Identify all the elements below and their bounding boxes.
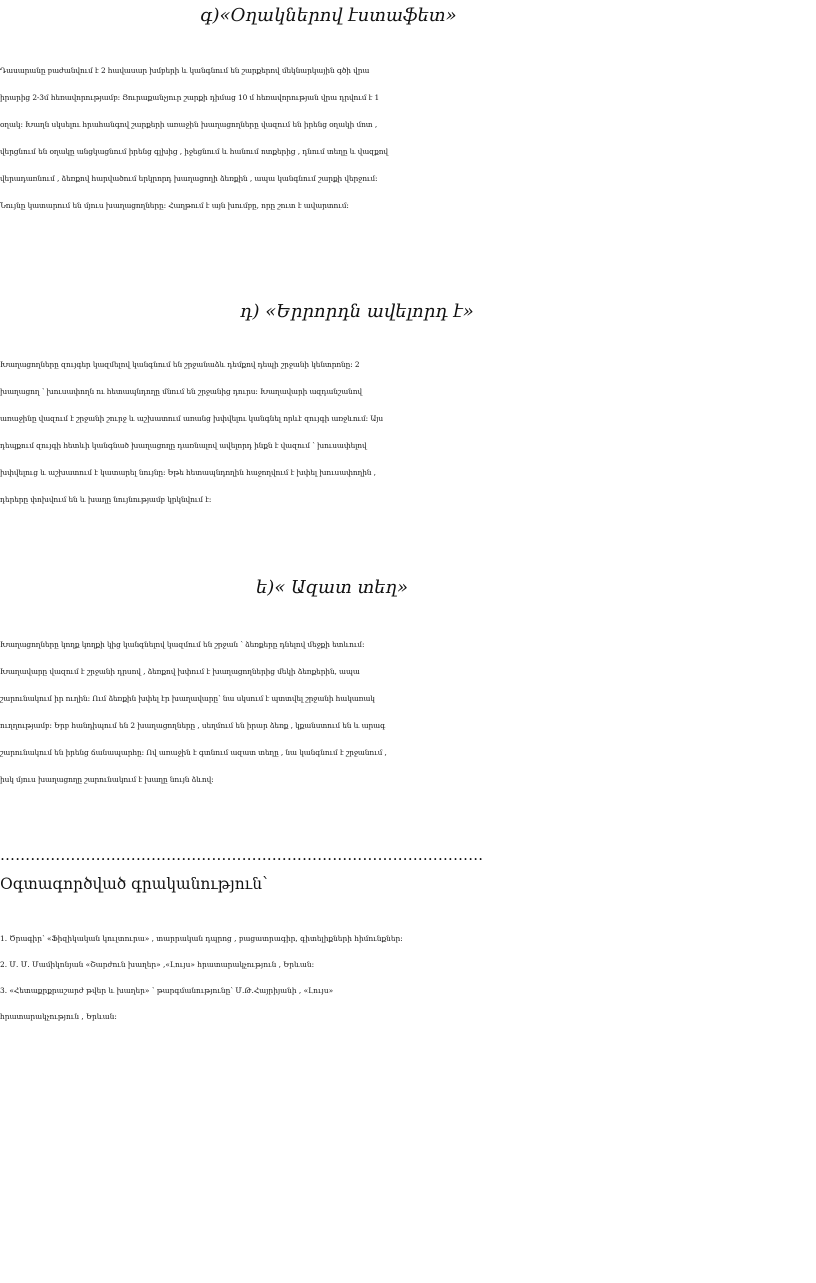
reference-item: հրատարակչություն , Երևան: [0, 1012, 117, 1021]
section-heading-free-place: ե)« Ազատ տեղ» [256, 577, 409, 598]
paragraph-line: Նույնը կատարում են մյուս խաղացողները: Հաղթում է այն խումբը, որը շուտ է ավարտում: [0, 201, 349, 210]
paragraph-line: Խաղացողները կողք կողքի կից կանգնելով կազմում են շրջան ՝ ձեռքերը դնելով մեջքի ետևում: [0, 640, 365, 649]
section-paragraph-relay-with-hoops [0, 57, 816, 219]
paragraph-line: իրարից 2-3մ հեռավորությամբ: Յուրաքանչյուր շարքի դիմաց 10 մ հեռավորության վրա դրվում է 1 [0, 93, 380, 102]
references-title: Օգտագործված գրականություն՝ [0, 875, 268, 893]
dotted-separator: …………………………………………………………………………………… [0, 846, 484, 864]
paragraph-line: վերցնում են օղակը անցկացնում իրենց գլխից , իջեցնում և հանում ոտքերից , դնում տեղը և վազքով [0, 147, 388, 156]
section-heading-third-is-extra: դ) «Երրորդն ավելորդ է» [240, 301, 474, 322]
paragraph-line: վերադառնում , ձեռքով հարվածում երկրորդ խաղացողի ձեռքին , ապա կանգնում շարքի վերջում: [0, 174, 378, 183]
paragraph-line: խաղացող ՝ խուսափողն ու հետապնդողը մնում են շրջանից դուրս: Խաղավարի ազդանշանով [0, 387, 362, 396]
paragraph-line: իսկ մյուս խաղացողը շարունակում է խաղը նույն ձևով: [0, 775, 214, 784]
reference-item: 1. Ծրագիր՝ «Ֆիզիկական կուլտուրա» , տարրական դպրոց , բացատրագիր, գիտելիքների հիմունքներ: [0, 934, 403, 943]
paragraph-line: ուղղությամբ: Երբ հանդիպում են 2 խաղացողները , սեղմում են իրար ձեռք , կքանստում են և արագ [0, 721, 386, 730]
paragraph-line: դերերը փոխվում են և խաղը նույնությամբ կրկնվում է: [0, 495, 212, 504]
paragraph-line: շարունակում են իրենց ճանապարհը: Ով առաջին է գտնում ազատ տեղը , նա կանգնում է շրջանում , [0, 748, 387, 757]
section-paragraph-free-place [0, 631, 816, 793]
paragraph-line: խփվելուց և աշխատում է կատարել նույնը: Եթե հետապնդողին հաջողվում է խփել խուսափողին , [0, 468, 376, 477]
paragraph-line: շարունակում իր ուղին: Ում ձեռքին խփել էր խաղավարը՝ նա սկսում է պտտվել շրջանի հակառակ [0, 694, 375, 703]
paragraph-line: Դասարանը բաժանվում է 2 հավասար խմբերի և կանգնում են շարքերով մեկնարկային գծի վրա [0, 66, 370, 75]
reference-item: 3. «Հետաքրքրաշարժ թվեր և խաղեր» ՝ թարգմանությունը՝ Մ.Թ.Հայրիյանի , «Լույս» [0, 986, 334, 995]
section-heading-relay-with-hoops: գ)«Օղակներով էստաֆետ» [200, 5, 457, 26]
paragraph-line: դեպքում զույգի հետևի կանգնած խաղացողը դառնալով ավելորդ ինքն է վազում ՝ խուսափելով [0, 441, 367, 450]
paragraph-line: Խաղավարը վազում է շրջանի դրսով , ձեռքով խփում է խաղացողներից մեկի ձեռքերին, ապա [0, 667, 360, 676]
section-paragraph-third-is-extra [0, 351, 816, 513]
references-list [0, 926, 816, 1030]
paragraph-line: օղակ: Խաղն սկսելու հրահանգով շարքերի առաջին խաղացողները վազում են իրենց օղակի մոտ , [0, 120, 378, 129]
paragraph-line: Խաղացողները զույգեր կազմելով կանգնում են շրջանաձև դեմքով դեպի շրջանի կենտրոնը: 2 [0, 360, 360, 369]
paragraph-line: առաջինը վազում է շրջանի շուրջ և աշխատում առանց խփվելու կանգնել որևէ զույգի առջևում: Այս [0, 414, 384, 423]
reference-item: 2. Մ. Մ. Մամիկոնյան «Շարժուն խաղեր» ,«Լույս» հրատարակչություն , Երևան: [0, 960, 315, 969]
